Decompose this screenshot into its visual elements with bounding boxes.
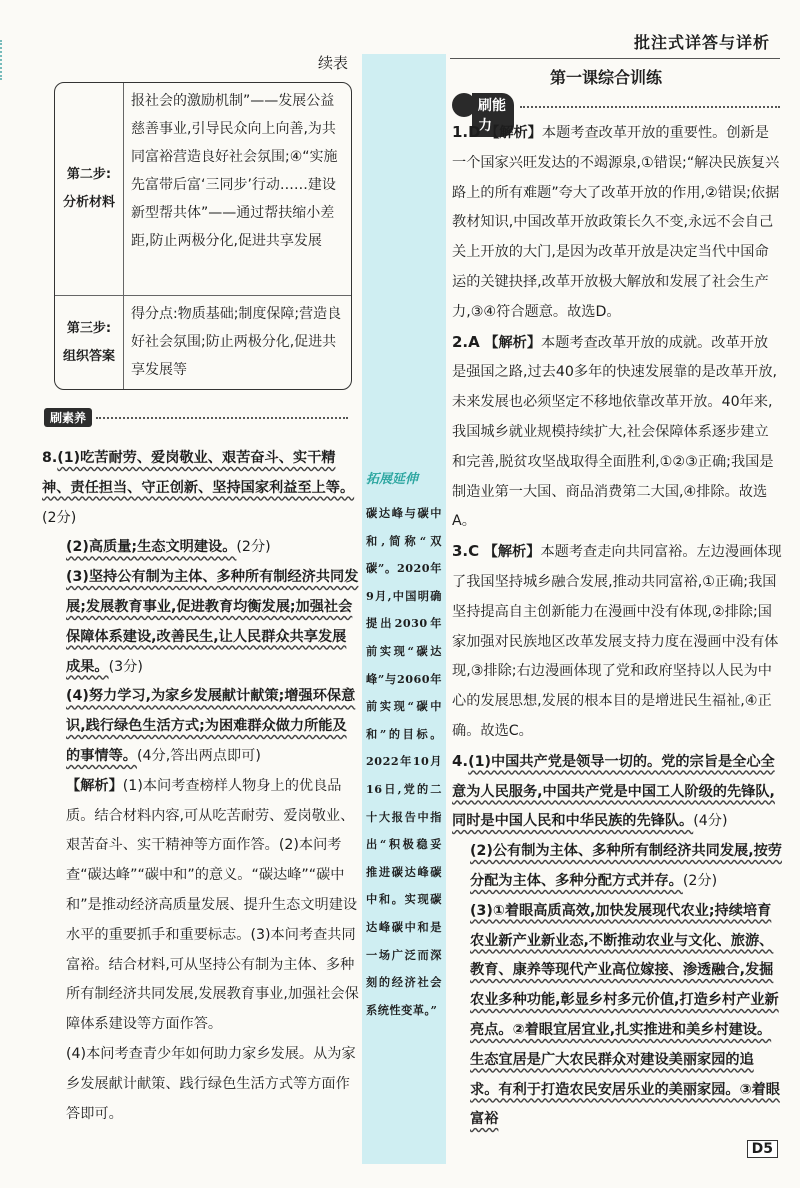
analysis — [42, 772, 360, 1040]
step-label: 第二步: — [66, 167, 112, 182]
answer-part-4 — [42, 682, 360, 771]
ability-badge — [452, 93, 514, 134]
question-4-part-2 — [452, 837, 782, 897]
question-2 — [452, 328, 782, 538]
score: (3分) — [108, 658, 143, 675]
score: (2分) — [236, 539, 271, 556]
header-title: 批注式详答与详析 — [633, 33, 770, 52]
question-number: 8. — [42, 450, 58, 466]
answer-part-1 — [42, 444, 360, 533]
question-1 — [452, 118, 782, 328]
score: (4分) — [693, 813, 728, 830]
answer-text: (1)吃苦耐劳、爱岗敬业、艰苦奋斗、实干精神、责任担当、守正创新、坚持国家利益至上等。 — [42, 450, 355, 496]
page-number: D5 — [747, 1140, 778, 1158]
analysis-label: 【解析】 — [483, 544, 541, 561]
step-label: 第三步: — [66, 321, 112, 336]
table-row — [55, 295, 351, 390]
answer-letter: A — [468, 332, 480, 351]
answer-text: (2)公有制为主体、多种所有制经济共同发展,按劳分配为主体、多种分配方式并存。 — [470, 843, 782, 889]
table-continued-label: 续表 — [318, 54, 349, 72]
analysis-label: 【解析】 — [484, 334, 542, 351]
answer-letter: C — [468, 542, 480, 561]
answer-text: (2)高质量;生态文明建设。 — [66, 539, 237, 556]
section-title: 第一课综合训练 — [550, 68, 663, 87]
answers-right — [452, 118, 782, 1135]
question-4-part-3 — [452, 897, 782, 1135]
question-3 — [452, 537, 782, 747]
analysis-label: 【解析】 — [66, 777, 123, 794]
analysis-text: 本题考查走向共同富裕。左边漫画体现了我国坚持城乡融合发展,推动共同富裕,①正确;我国坚持提高自主创新能力在漫画中没有体现,②排除;国家加强对民族地区改革发展支持力度在漫画中没有体现,③排除;右边漫画体现了党和政府坚持以人民为中心的发展思想,发展的根本目的是增进民生福祉,④正确。故选C。 — [452, 544, 782, 739]
table-row — [55, 83, 351, 295]
row-content: 报社会的激励机制”——发展公益慈善事业,引导民众向上向善,为共同富裕营造良好社会氛围;④“实施先富带后富‘三同步’行动……建设新型帮共体”——通过帮扶缩小差距,防止两极分化,促进共享发展 — [131, 93, 338, 249]
answer-part-2 — [42, 533, 360, 563]
section-tag: 刷素养 — [44, 408, 92, 427]
extension-title: 拓展延伸 — [366, 472, 419, 487]
answer-text: (3)①着眼高质高效,加快发展现代农业;持续培育农业新产业新业态,不断推动农业与文化、旅游、教育、康养等现代产业高位嫁接、渗透融合,发掘农业多种功能,彰显乡村多元价值,打造乡村产业新亮点。②着眼宜居宜业,扎实推进和美乡村建设。生态宜居是广大农民群众对建设美丽家园的追求。有利于打造农民安居乐业的美丽家园。③着眼富裕 — [470, 902, 780, 1128]
dotted-divider — [520, 106, 780, 108]
row-label — [55, 83, 124, 295]
question-number: 1. — [452, 123, 469, 141]
analysis-text: (4)本问考查青少年如何助力家乡发展。从为家乡发展献计献策、践行绿色生活方式等方面作答即可。 — [66, 1045, 356, 1122]
analysis-continued — [42, 1040, 360, 1129]
score: (2分) — [682, 872, 718, 889]
badge-label: 刷能力 — [472, 93, 514, 137]
answer-text: (3)坚持公有制为主体、多种所有制经济共同发展;发展教育事业,促进教育均衡发展;加强社会保障体系建设,改善民生,让人民群众共享发展成果。 — [66, 569, 359, 675]
question-8-answer — [42, 444, 360, 1129]
answer-steps-table — [54, 82, 352, 390]
question-number: 4. — [452, 751, 469, 770]
answer-text: (4)努力学习,为家乡发展献计献策;增强环保意识,践行绿色生活方式;为困难群众做力所能及的事情等。 — [66, 688, 356, 764]
row-content: 得分点:物质基础;制度保障;营造良好社会氛围;防止两极分化,促进共享发展等 — [131, 306, 342, 378]
step-name: 分析材料 — [62, 195, 115, 210]
dotted-divider — [96, 417, 348, 419]
binding-marks — [0, 40, 14, 80]
header-rule — [450, 58, 780, 59]
analysis-text: 本题考查改革开放的成就。改革开放是强国之路,过去40多年的快速发展靠的是改革开放,未来发展也必须坚定不移地依靠改革开放。40年来,我国城乡就业规模持续扩大,社会保障体系逐步建立和完善,脱贫攻坚战取得全面胜利,①②③正确;我国是制造业第一大国、商品消费第二大国,④排除。故选A。 — [452, 334, 778, 530]
score: (2分) — [42, 509, 77, 526]
question-number: 2. — [452, 332, 469, 351]
analysis-label: 【解析】 — [485, 125, 542, 141]
answer-text: (1)中国共产党是领导一切的。党的宗旨是全心全意为人民服务,中国共产党是中国工人阶级的先锋队,同时是中国人民和中华民族的先锋队。 — [452, 753, 775, 830]
question-number: 3. — [452, 542, 469, 561]
score: (4分,答出两点即可) — [136, 747, 261, 764]
step-name: 组织答案 — [62, 349, 115, 364]
extension-body: 碳达峰与碳中和,简称“双碳”。2020年9月,中国明确提出2030年前实现“碳达峰”与2060年前实现“碳中和”的目标。2022年10月16日,党的二十大报告中指出“积极稳妥推进碳达峰碳中和。实现碳达峰碳中和是一场广泛而深刻的经济社会系统性变革。” — [366, 506, 442, 1017]
analysis-text: (1)本问考查榜样人物身上的优良品质。结合材料内容,可从吃苦耐劳、爱岗敬业、艰苦奋斗、实干精神等方面作答。(2)本问考查“碳达峰”“碳中和”的意义。“碳达峰”“碳中和”是推动经济高质量发展、提升生态文明建设水平的重要抓手和重要标志。(3)本问考查共同富裕。结合材料,可从坚持公有制为主体、多种所有制经济共同发展,发展教育事业,加强社会保障体系建设等方面作答。 — [66, 777, 359, 1033]
question-4 — [452, 747, 782, 837]
row-label — [55, 296, 124, 390]
answer-part-3 — [42, 563, 360, 682]
analysis-text: 本题考查改革开放的重要性。创新是一个国家兴旺发达的不竭源泉,①错误;“解决民族复兴路上的所有难题”夸大了改革开放的作用,②错误;依据教材知识,中国改革开放政策长久不变,永远不会自己关上开放的大门,是因为改革开放是决定当代中国命运的关键抉择,改革开放极大解放和发展了社会生产力,③④符合题意。故选D。 — [452, 125, 780, 320]
answer-letter: D — [468, 123, 481, 141]
